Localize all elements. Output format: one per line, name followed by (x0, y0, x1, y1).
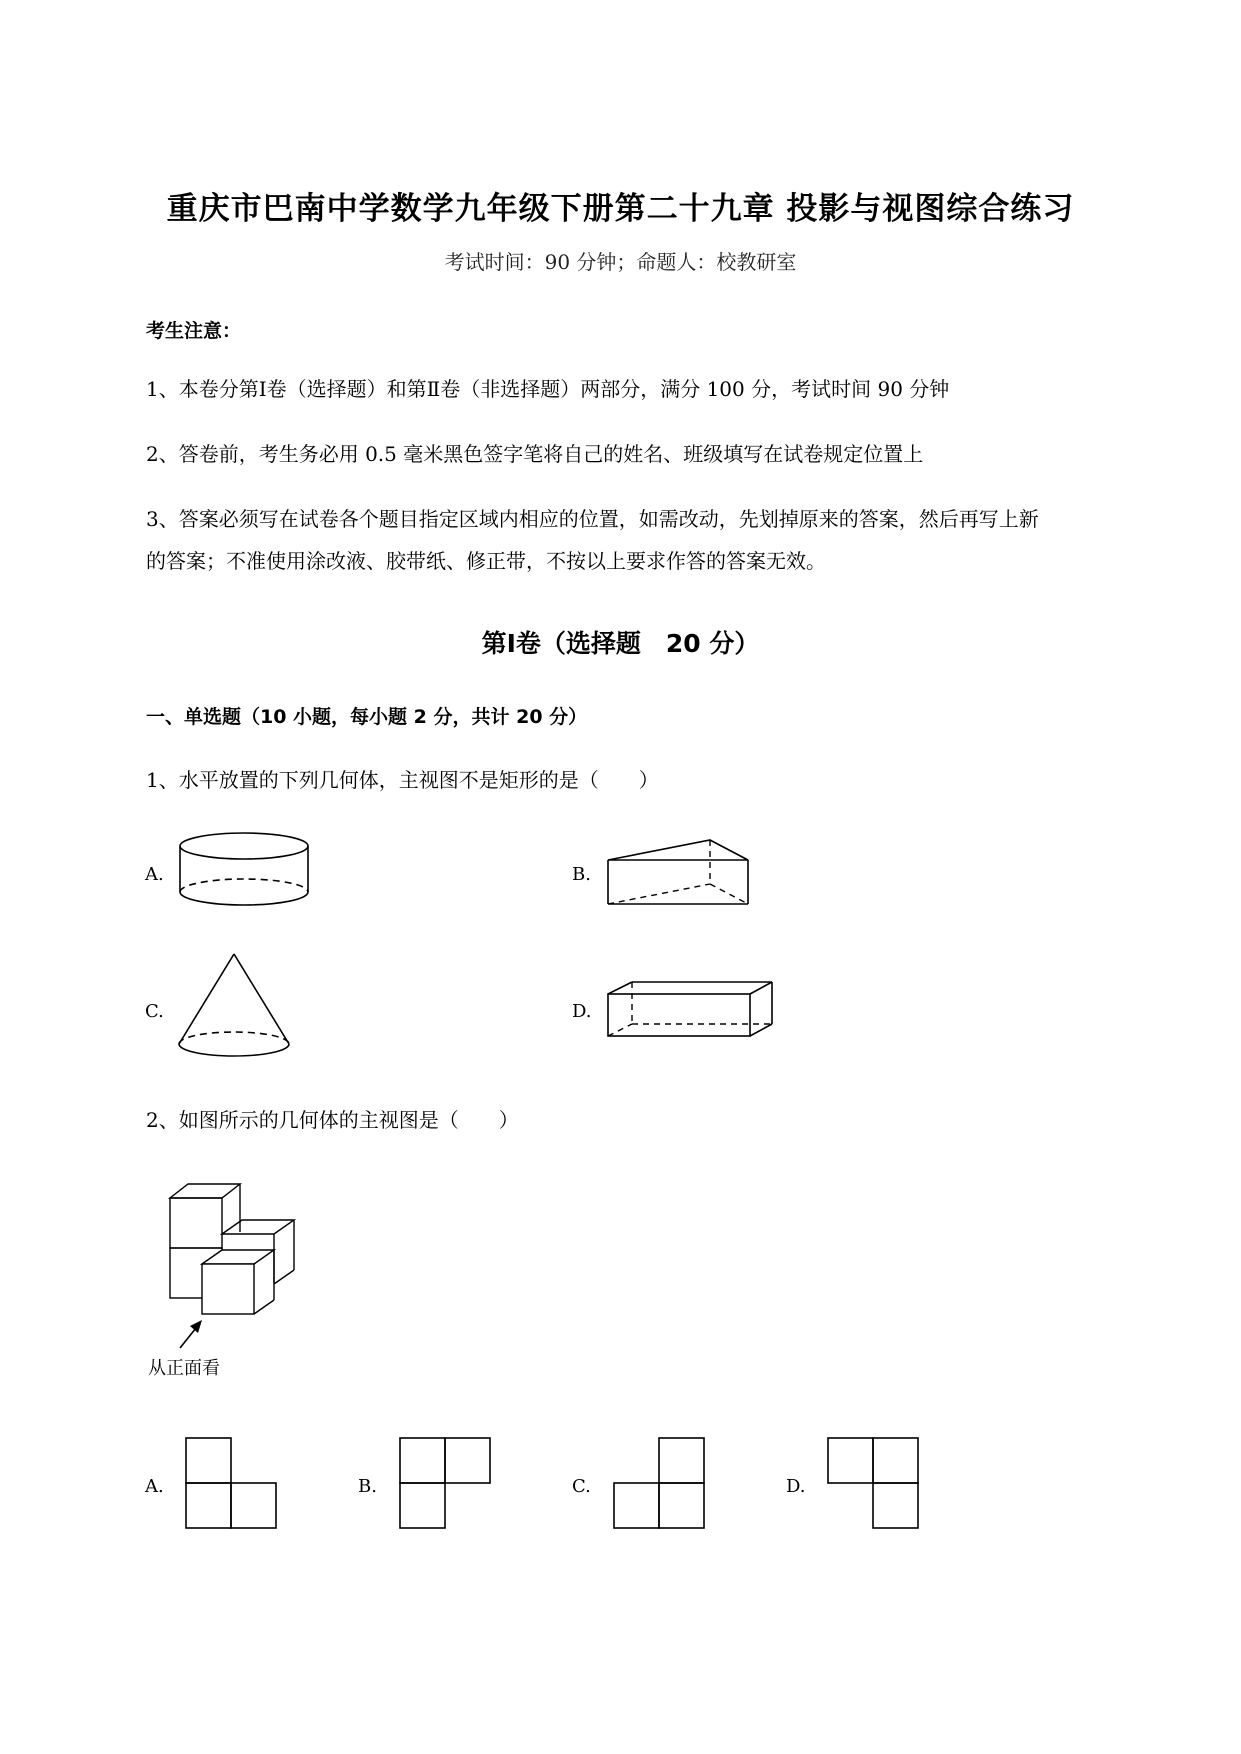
q2-option-c-figure (612, 1436, 706, 1530)
exam-info: 考试时间：90 分钟；命题人：校教研室 (444, 250, 797, 274)
page-title: 重庆市巴南中学数学九年级下册第二十九章 投影与视图综合练习 (166, 191, 1075, 227)
q2-option-c-label: C. (572, 1476, 591, 1497)
cylinder-figure (176, 830, 316, 914)
cuboid-figure (606, 978, 776, 1040)
q2-option-a-label: A. (145, 1476, 164, 1497)
q2-option-d-figure (826, 1436, 920, 1530)
question-2-stem: 2、如图所示的几何体的主视图是（ ） (146, 1108, 519, 1132)
section-title: 第Ⅰ卷（选择题 20 分） (481, 629, 760, 658)
q1-option-c-label: C. (145, 1001, 164, 1022)
part-heading: 一、单选题（10 小题，每小题 2 分，共计 20 分） (146, 706, 588, 728)
q1-option-b-label: B. (572, 864, 591, 885)
q1-option-d-label: D. (572, 1001, 592, 1022)
notice-heading: 考生注意： (146, 320, 242, 342)
notice-item-3-cont: 的答案；不准使用涂改液、胶带纸、修正带，不按以上要求作答的答案无效。 (146, 549, 826, 573)
view-direction-label: 从正面看 (148, 1358, 220, 1379)
notice-item-1: 1、本卷分第Ⅰ卷（选择题）和第Ⅱ卷（非选择题）两部分，满分 100 分，考试时间 90 分钟 (146, 377, 950, 401)
q2-option-a-figure (184, 1436, 278, 1530)
question-1-stem: 1、水平放置的下列几何体，主视图不是矩形的是（ ） (146, 768, 659, 792)
q2-option-b-label: B. (358, 1476, 377, 1497)
notice-item-3: 3、答案必须写在试卷各个题目指定区域内相应的位置，如需改动，先划掉原来的答案，然后再写上新 (146, 507, 1039, 531)
notice-item-2: 2、答卷前，考生务必用 0.5 毫米黑色签字笔将自己的姓名、班级填写在试卷规定位置上 (146, 442, 924, 466)
q2-option-d-label: D. (786, 1476, 806, 1497)
stacked-cubes-figure (160, 1178, 300, 1328)
q2-option-b-figure (398, 1436, 492, 1530)
cone-figure (176, 950, 292, 1062)
q1-option-a-label: A. (145, 864, 164, 885)
triangular-prism-figure (606, 836, 754, 908)
